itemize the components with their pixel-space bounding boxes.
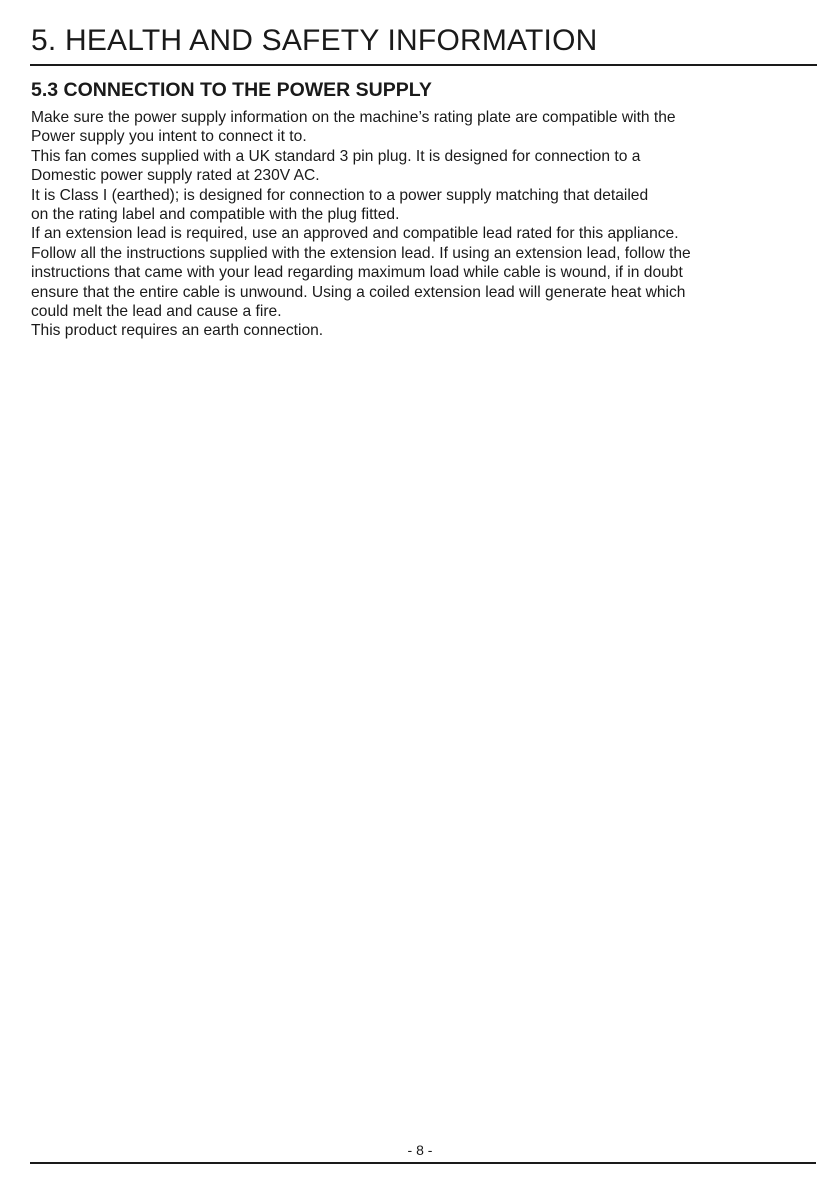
bottom-divider bbox=[30, 1162, 816, 1164]
body-line: on the rating label and compatible with the plug fitted. bbox=[31, 206, 400, 224]
body-line: If an extension lead is required, use an approved and compatible lead rated for this appliance. bbox=[31, 225, 679, 243]
body-line: This fan comes supplied with a UK standard 3 pin plug. It is designed for connection to a bbox=[31, 147, 641, 165]
section-heading: 5.3 CONNECTION TO THE POWER SUPPLY bbox=[31, 79, 432, 101]
body-line: ensure that the entire cable is unwound. Using a coiled extension lead will generate heat which bbox=[31, 283, 686, 301]
body-line: Make sure the power supply information on the machine’s rating plate are compatible with the bbox=[31, 109, 676, 126]
chapter-title: 5. HEALTH AND SAFETY INFORMATION bbox=[31, 24, 598, 57]
body-line: instructions that came with your lead regarding maximum load while cable is wound, if in doubt bbox=[31, 264, 683, 282]
top-divider bbox=[30, 64, 817, 66]
body-line: could melt the lead and cause a fire. bbox=[31, 303, 282, 321]
body-line: Follow all the instructions supplied with the extension lead. If using an extension lead, follow the bbox=[31, 244, 691, 262]
page-number: - 8 - bbox=[407, 1142, 433, 1158]
body-line: It is Class I (earthed); is designed for connection to a power supply matching that detailed bbox=[31, 186, 649, 204]
section-body bbox=[31, 108, 811, 341]
body-line: This product requires an earth connection. bbox=[31, 322, 324, 340]
body-line: Domestic power supply rated at 230V AC. bbox=[31, 167, 320, 185]
body-line: Power supply you intent to connect it to. bbox=[31, 128, 307, 146]
